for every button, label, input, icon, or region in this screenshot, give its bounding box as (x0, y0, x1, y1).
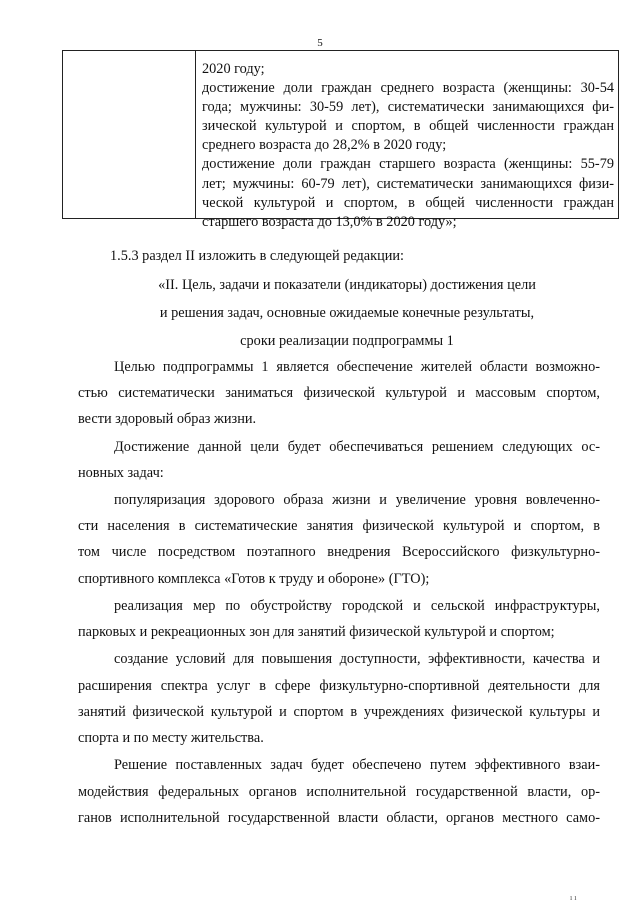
paragraph-line: создание условий для повышения доступности, эффективности, качества и (114, 651, 600, 667)
clause-line: 1.5.3 раздел II изложить в следующей редакции: (110, 248, 405, 264)
paragraph-line: сти населения в систематические занятия физической культурой и спортом, в (78, 518, 600, 534)
paragraph-line: том числе посредством поэтапного внедрения Всероссийского физкультурно- (78, 544, 600, 560)
paragraph-line: Достижение данной цели будет обеспечиваться решением следующих ос- (114, 439, 600, 455)
section-heading-line: сроки реализации подпрограммы 1 (240, 333, 454, 349)
table-cell-line: достижение доли граждан старшего возраста (женщины: 55-79 (202, 156, 614, 173)
table-cell-line: среднего возраста до 28,2% в 2020 году; (202, 137, 447, 154)
section-heading-line: и решения задач, основные ожидаемые конечные результаты, (159, 305, 535, 321)
scan-mark: ı ı (570, 893, 577, 902)
table-cell-line: достижение доли граждан среднего возраста (женщины: 30-54 (202, 80, 614, 97)
paragraph-line: новных задач: (78, 465, 164, 481)
section-heading-line: «II. Цель, задачи и показатели (индикаторы) достижения цели (158, 277, 536, 293)
table-cell-line: года; мужчины: 30-59 лет), систематически занимающихся фи- (202, 99, 614, 116)
paragraph-line: ганов исполнительной государственной власти области, органов местного само- (78, 810, 600, 826)
paragraph-line: стью систематически заниматься физической культурой и массовым спортом, (78, 385, 600, 401)
table-cell-line: старшего возраста до 13,0% в 2020 году»; (202, 213, 457, 230)
paragraph-line: занятий физической культурой и спортом в учреждениях физической культуры и (78, 704, 600, 720)
paragraph-line: Решение поставленных задач будет обеспечено путем эффективного взаи- (114, 757, 600, 773)
table-cell-indicators (202, 60, 614, 232)
paragraph-line: спорта и по месту жительства. (78, 730, 264, 746)
paragraph-line: вести здоровый образ жизни. (78, 411, 257, 427)
table-cell-line: 2020 году; (202, 61, 265, 77)
paragraph-line: популяризация здорового образа жизни и увеличение уровня вовлеченно- (114, 492, 600, 508)
table-cell-line: зической культурой и спортом, в общей численности граждан (202, 118, 614, 135)
paragraph-line: реализация мер по обустройству городской и сельской инфраструктуры, (114, 598, 600, 614)
paragraph-line: модействия федеральных органов исполнительной государственной власти, ор- (78, 784, 600, 800)
table-cell-line: ческой культурой и спортом, в общей численности граждан (202, 194, 614, 211)
page-number: 5 (317, 37, 323, 49)
table-cell-line: лет; мужчины: 60-79 лет), систематически занимающихся физи- (202, 175, 614, 192)
table-column-divider (195, 51, 196, 218)
continuation-table (62, 50, 619, 230)
paragraph-line: Целью подпрограммы 1 является обеспечение жителей области возможно- (114, 359, 600, 375)
paragraph-line: спортивного комплекса «Готов к труду и обороне» (ГТО); (78, 571, 430, 587)
paragraph-line: парковых и рекреационных зон для занятий физической культурой и спортом; (78, 624, 555, 640)
paragraph-line: расширения спектра услуг в сфере физкультурно-спортивной деятельности для (78, 678, 600, 694)
